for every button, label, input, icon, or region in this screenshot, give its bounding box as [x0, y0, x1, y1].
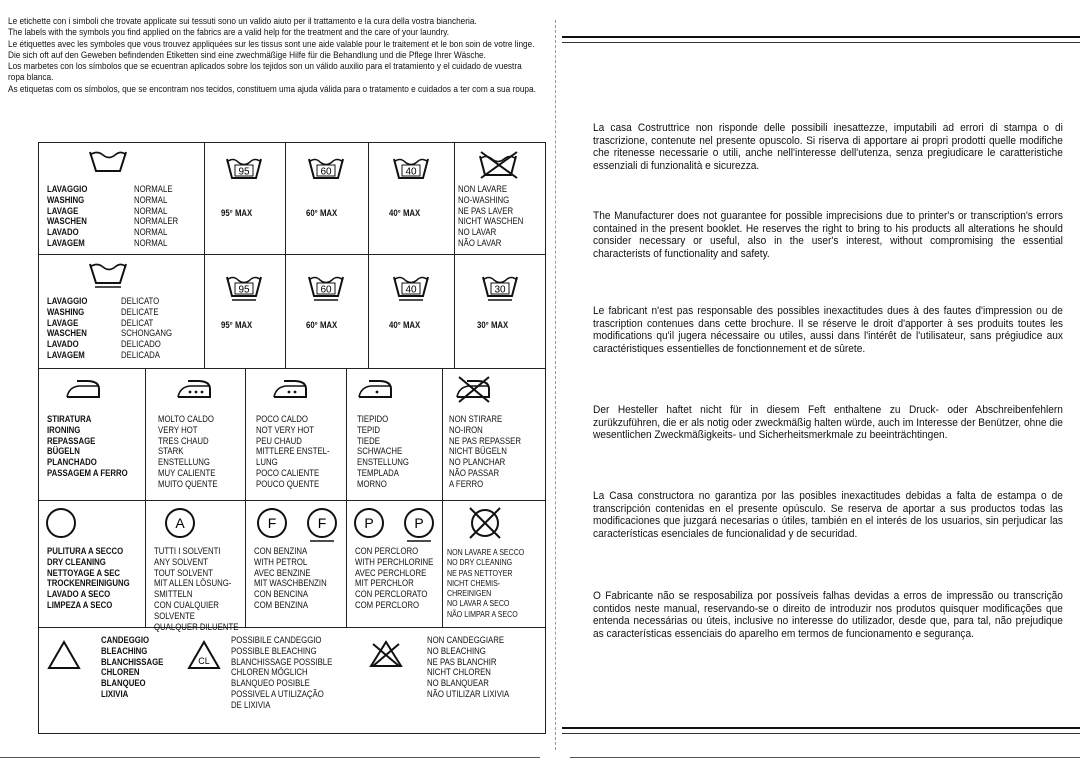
- bottom-rule: [562, 727, 1080, 729]
- dry-clean-any-cell: [146, 501, 247, 633]
- temp-label: 95° MAX: [221, 208, 253, 219]
- wash-delicate-icon: [87, 259, 129, 289]
- no-wash-icon: [475, 149, 521, 179]
- svg-text:F: F: [317, 515, 327, 531]
- wash-labels: LAVAGGIO WASHING LAVAGE WASCHEN LAVADO LAVAGEM: [47, 184, 88, 249]
- wash-delicate-30-cell: [455, 255, 545, 368]
- bleaching-cell: [39, 628, 545, 733]
- svg-text:A: A: [174, 515, 185, 531]
- iron-hot-text: MOLTO CALDO VERY HOT TRES CHAUD STARK ENSTELLUNG MUY CALIENTE MUITO QUENTE: [157, 414, 218, 490]
- svg-text:40: 40: [405, 166, 417, 178]
- wash-60-cell: [286, 143, 369, 254]
- no-bleach-icon: [369, 638, 403, 668]
- intro-line: As etiquetas com os símbolos, que se encontram nos tecidos, constituem uma ajuda válida para o tratamento e cuidados a ter com a sua roupa.: [8, 83, 536, 95]
- disclaimer-en: The Manufacturer does not guarantee for possible imprecisions due to printer's or transcription's errors contained in the present booklet. He reserves the right to bring to his products all alterations he should consider necessary or useful, also in the user's interest, without compromising the essential characterists of functionality and safety.: [593, 210, 1063, 260]
- temp-label: 30° MAX: [477, 320, 509, 331]
- care-symbols-table: [38, 142, 546, 734]
- dry-clean-perchlor-cell: [347, 501, 444, 627]
- wash-tub-icon: [87, 147, 129, 175]
- disclaimer-es: La Casa constructora no garantiza por las posibles inexactitudes debidas a falta de estampa o de transcripción contenidas en el presente opúsculo. Se reserva de aportar a sus productos todas las modificaciones que juzgará necesarias o útiles, también en el interés de los usuarios, sin perjudicar las características esenciales de funcionalidad y de securidad.: [593, 490, 1063, 540]
- wash-95-delicate-icon: [224, 273, 264, 303]
- disclaimer-pt: O Fabricante não se resposabiliza por possíveis falhas devidas a erros de impressão ou transcrição contidos neste manual, reservando-se o direito de introduzir nos produtos quisquer modificações que entenda necessárias ou úteis, inclusive no interesse do utilizador, desde que, para tal, não prejudique as características essenciais do aparelho em termos de funcionamento e segurança.: [593, 590, 1063, 640]
- temp-label: 60° MAX: [306, 320, 338, 331]
- iron-hot-icon: [174, 377, 214, 401]
- svg-text:60: 60: [320, 284, 332, 296]
- intro-text: [8, 16, 536, 95]
- ironing-labels: STIRATURA IRONING REPASSAGE BÜGELN PLANCHADO PASSAGEM A FERRO: [47, 414, 128, 479]
- dry-clean-petrol-text: CON BENZINA WITH PETROL AVEC BENZINE MIT WASCHBENZIN CON BENCINA COM BENZINA: [254, 546, 327, 611]
- temp-label: 60° MAX: [306, 208, 338, 219]
- wash-normal-label-cell: [39, 143, 205, 254]
- iron-warm-text: TIEPIDO TEPID TIEDE SCHWACHE ENSTELLUNG TEMPLADA MORNO: [356, 414, 409, 490]
- bleach-triangle-icon: [47, 640, 81, 670]
- bleach-cl-icon: [187, 640, 221, 670]
- iron-warm-cell: [347, 369, 444, 500]
- dry-cleaning-row: [39, 501, 545, 633]
- dry-clean-a-icon: [164, 507, 196, 539]
- no-dry-clean-text: NON LAVARE A SECCO NO DRY CLEANING NE PAS NETTOYER NICHT CHEMIS- CHREINIGEN NO LAVAR A SECO NÃO LIMPAR A SECO: [447, 547, 525, 619]
- svg-text:40: 40: [405, 284, 417, 296]
- dry-clean-labels: PULITURA A SECCO DRY CLEANING NETTOYAGE A SEC TROCKENREINIGUNG LAVADO A SECO LIMPEZA A SECO: [47, 546, 130, 611]
- no-dry-clean-cell: [443, 501, 545, 627]
- wash-95-cell: [205, 143, 286, 254]
- dry-clean-p-gentle-icon: [403, 507, 435, 543]
- no-iron-cell: [443, 369, 545, 500]
- svg-text:CL: CL: [198, 656, 210, 666]
- wash-60-icon: [306, 155, 346, 181]
- svg-text:P: P: [364, 515, 374, 531]
- iron-medium-icon: [270, 377, 310, 401]
- intro-line: Die sich oft auf den Geweben befindenden Etiketten sind eine zwechmäßige Hilfe für die Behandlung und die Pflege Ihrer Wäsche.: [8, 49, 486, 61]
- svg-text:95: 95: [238, 166, 250, 178]
- disclaimer-fr: Le fabricant n'est pas responsable des possibles inexactitudes dues à des fautes d'impression ou de trascription contenues dans cette brochure. Il se réserve le droit d'apporter à ses produits toutes les modifications qu'il jugera nécessaire ou utiles, aussi dans l'intérêt de l'utilisateur, sans prégiudice aux caractéristiques essentielles de fonctionnement et de sûrete.: [593, 305, 1063, 355]
- wash-labels: LAVAGGIO WASHING LAVAGE WASCHEN LAVADO LAVAGEM: [47, 296, 88, 361]
- dry-clean-perchlor-text: CON PERCLORO WITH PERCHLORINE AVEC PERCHLORE MIT PERCHLOR CON PERCLORATO COM PERCLORO: [354, 546, 434, 611]
- wash-delicate-60-cell: [286, 255, 369, 368]
- ironing-label-cell: [39, 369, 146, 500]
- no-iron-text: NON STIRARE NO-IRON NE PAS REPASSER NICHT BÜGELN NO PLANCHAR NÃO PASSAR A FERRO: [449, 414, 522, 490]
- bleach-labels: CANDEGGIO BLEACHING BLANCHISSAGE CHLOREN BLANQUEO LIXIVIA: [101, 635, 164, 700]
- wash-delicate-40-cell: [369, 255, 456, 368]
- temp-label: 40° MAX: [388, 320, 420, 331]
- wash-40-cell: [369, 143, 456, 254]
- no-wash-cell: [455, 143, 545, 254]
- no-dry-clean-icon: [467, 505, 503, 541]
- dry-clean-circle-icon: [45, 507, 77, 539]
- left-bottom-rule: [0, 757, 540, 758]
- wash-delicate-95-cell: [205, 255, 286, 368]
- iron-warm-icon: [355, 377, 395, 401]
- dry-clean-label-cell: [39, 501, 146, 627]
- no-bleach-text: NON CANDEGGIARE NO BLEACHING NE PAS BLANCHIR NICHT CHLOREN NO BLANQUEAR NÃO UTILIZAR LIXIVIA: [427, 635, 510, 700]
- intro-line: Le étiquettes avec les symboles que vous trouvez appliquées sur les tissus sont une aide valable pour le traitement et le bon soin de votre linge.: [8, 38, 535, 50]
- right-bottom-rule: [570, 757, 1080, 758]
- temp-label: 40° MAX: [388, 208, 420, 219]
- wash-delicate-values: DELICATO DELICATE DELICAT SCHONGANG DELICADO DELICADA: [121, 296, 173, 361]
- no-iron-icon: [453, 375, 493, 403]
- wash-normal-values: NORMALE NORMAL NORMAL NORMALER NORMAL NORMAL: [134, 184, 179, 249]
- intro-line: Los marbetes con los símbolos que se ecuentran aplicados sobre los tejidos son un válido auxilio para el tratamiento y el cuidado de vuestra ropa blanca.: [8, 61, 522, 84]
- bottom-rule-thin: [562, 733, 1080, 734]
- bleach-possible-text: POSSIBILE CANDEGGIO POSSIBLE BLEACHING BLANCHISSAGE POSSIBLE CHLOREN MÖGLICH BLANQUEO POSIBLE POSSIVEL A UTILIZAÇÃO DE LIXIVIA: [231, 635, 333, 711]
- page-spine: [555, 20, 557, 750]
- wash-40-icon: [391, 155, 431, 181]
- iron-hot-cell: [146, 369, 247, 500]
- dry-clean-f-gentle-icon: [306, 507, 338, 543]
- wash-delicate-label-cell: [39, 255, 205, 368]
- svg-text:30: 30: [494, 284, 506, 296]
- dry-clean-any-text: TUTTI I SOLVENTI ANY SOLVENT TOUT SOLVENT MIT ALLEN LÖSUNG- SMITTELN CON CUALQUIER SOLVENTE QUALQUER DILUENTE: [153, 546, 238, 633]
- no-wash-text: NON LAVARE NO-WASHING NE PAS LAVER NICHT WASCHEN NO LAVAR NÃO LAVAR: [458, 184, 524, 249]
- ironing-row: [39, 369, 545, 501]
- wash-delicate-row: [39, 255, 545, 369]
- disclaimer-it: La casa Costruttrice non risponde delle possibili inesattezze, imputabili ad errori di stampa o di trascrizione, contenute nel presente opuscolo. Si riserva di apportare ai propri prodotti quelle modifiche che ritenesse necessarie o utili, anche nell'interesse dell'utenza, senza pregiudicare le caratteristiche essenziali di funzionalità e sicurezza.: [593, 122, 1063, 172]
- svg-text:F: F: [267, 515, 277, 531]
- wash-95-icon: [224, 155, 264, 181]
- top-rule: [562, 36, 1080, 38]
- top-rule-thin: [562, 42, 1080, 43]
- dry-clean-petrol-cell: [246, 501, 347, 627]
- wash-40-delicate-icon: [391, 273, 431, 303]
- wash-normal-row: [39, 143, 545, 255]
- svg-text:60: 60: [320, 166, 332, 178]
- intro-line: The labels with the symbols you find applied on the fabrics are a valid help for the treatment and the care of your laundry.: [8, 27, 450, 39]
- iron-icon: [63, 377, 103, 401]
- wash-60-delicate-icon: [306, 273, 346, 303]
- dry-clean-f-icon: [256, 507, 288, 539]
- intro-line: Le etichette con i simboli che trovate applicate sui tessuti sono un valido aiuto per il trattamento e la cura della vostra biancheria.: [8, 16, 477, 27]
- iron-medium-text: POCO CALDO NOT VERY HOT PEU CHAUD MITTLERE ENSTEL- LUNG POCO CALIENTE POUCO QUENTE: [256, 414, 330, 490]
- iron-medium-cell: [246, 369, 347, 500]
- dry-clean-p-icon: [353, 507, 385, 539]
- svg-text:95: 95: [238, 284, 250, 296]
- temp-label: 95° MAX: [221, 320, 253, 331]
- bleaching-row: [39, 628, 545, 733]
- svg-text:P: P: [414, 515, 424, 531]
- wash-30-delicate-icon: [480, 273, 520, 303]
- disclaimer-de: Der Hesteller haftet nicht für in diesem Feft enthaltene zu Druck- oder Abschreibenfehlern zurükzuführen, die er als notig oder zweckmäßig halten würde, auch im Interesse der Benützer, ohne die wesentlichen Zweckmäßigkeits- und Sicherheitsmerkmale zu beeinträchtingen.: [593, 404, 1063, 442]
